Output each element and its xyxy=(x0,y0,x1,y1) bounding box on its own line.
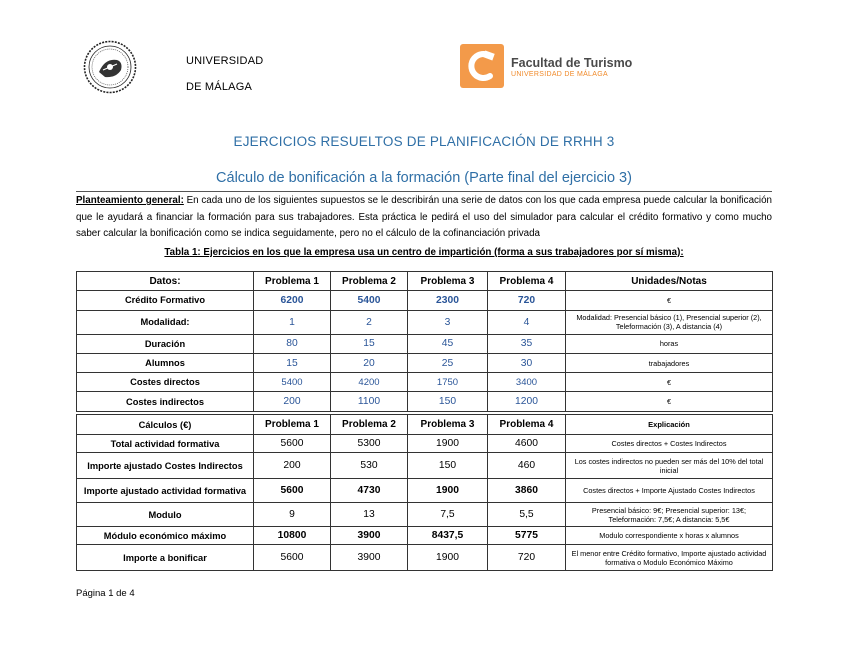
table-cell: 30 xyxy=(488,353,566,372)
table-row xyxy=(77,353,773,372)
note-cell: horas xyxy=(566,334,773,353)
table-cell: 4600 xyxy=(488,435,566,453)
table-cell: 2 xyxy=(331,310,408,334)
table-header-cell: Problema 4 xyxy=(488,272,566,291)
table-row xyxy=(77,392,773,411)
row-label: Alumnos xyxy=(77,353,254,372)
table-cell: 5600 xyxy=(254,479,331,503)
table-row xyxy=(77,373,773,392)
table-header-cell: Explicación xyxy=(566,415,773,435)
note-cell: Modulo correspondiente x horas x alumnos xyxy=(566,527,773,545)
table-cell: 10800 xyxy=(254,527,331,545)
table-header-row xyxy=(77,415,773,435)
table-cell: 5600 xyxy=(254,435,331,453)
table-row xyxy=(77,435,773,453)
table-header-cell: Problema 2 xyxy=(331,415,408,435)
note-cell: Los costes indirectos no pueden ser más del 10% del total inicial xyxy=(566,453,773,479)
intro-paragraph xyxy=(76,193,772,243)
title-divider xyxy=(76,191,772,192)
table-cell: 150 xyxy=(408,392,488,411)
row-label: Costes indirectos xyxy=(77,392,254,411)
table-cell: 35 xyxy=(488,334,566,353)
table-row xyxy=(77,503,773,527)
table-cell: 460 xyxy=(488,453,566,479)
table-header-cell: Datos: xyxy=(77,272,254,291)
table-header-row xyxy=(77,272,773,291)
table-cell: 4200 xyxy=(331,373,408,392)
row-label: Duración xyxy=(77,334,254,353)
intro-label: Planteamiento general: xyxy=(76,195,184,206)
table-cell: 3900 xyxy=(331,527,408,545)
page-number: Página 1 de 4 xyxy=(76,588,135,599)
table-cell: 5775 xyxy=(488,527,566,545)
table-cell: 3400 xyxy=(488,373,566,392)
table-header-cell: Cálculos (€) xyxy=(77,415,254,435)
table-cell: 15 xyxy=(331,334,408,353)
table-cell: 1900 xyxy=(408,479,488,503)
table-cell: 1900 xyxy=(408,435,488,453)
table-cell: 2300 xyxy=(408,291,488,310)
table-header-cell: Unidades/Notas xyxy=(566,272,773,291)
faculty-logo-icon xyxy=(460,44,504,88)
table-row xyxy=(77,310,773,334)
table-cell: 720 xyxy=(488,545,566,571)
row-label: Costes directos xyxy=(77,373,254,392)
table-cell: 15 xyxy=(254,353,331,372)
table-cell: 1900 xyxy=(408,545,488,571)
row-label: Modalidad: xyxy=(77,310,254,334)
table-cell: 1750 xyxy=(408,373,488,392)
note-cell: € xyxy=(566,392,773,411)
table-cell: 4730 xyxy=(331,479,408,503)
table-header-cell: Problema 3 xyxy=(408,272,488,291)
table-cell: 7,5 xyxy=(408,503,488,527)
table-row xyxy=(77,453,773,479)
university-name-line1: UNIVERSIDAD xyxy=(186,55,264,67)
table-cell: 9 xyxy=(254,503,331,527)
note-cell: € xyxy=(566,291,773,310)
calculations-table xyxy=(76,414,773,571)
table-cell: 200 xyxy=(254,453,331,479)
university-seal-icon xyxy=(83,40,137,94)
row-label: Modulo xyxy=(77,503,254,527)
table-header-cell: Problema 1 xyxy=(254,272,331,291)
table1-caption: Tabla 1: Ejercicios en los que la empresa usa un centro de impartición (forma a sus trabajadores por sí misma): xyxy=(164,247,684,258)
table-cell: 150 xyxy=(408,453,488,479)
table-cell: 200 xyxy=(254,392,331,411)
table-cell: 1 xyxy=(254,310,331,334)
faculty-name: Facultad de Turismo xyxy=(511,56,633,70)
row-label: Importe ajustado actividad formativa xyxy=(77,479,254,503)
table-cell: 5300 xyxy=(331,435,408,453)
table-cell: 3 xyxy=(408,310,488,334)
table-header-cell: Problema 1 xyxy=(254,415,331,435)
table-header-cell: Problema 2 xyxy=(331,272,408,291)
document-title: EJERCICIOS RESUELTOS DE PLANIFICACIÓN DE RRHH 3 xyxy=(233,134,615,149)
table-cell: 4 xyxy=(488,310,566,334)
intro-text: En cada uno de los siguientes supuestos se le describirán una serie de datos con los que cada empresa puede calcular la bonificación que le ayudará a financiar la formación para sus trabajadores. Esta práctica le pedirá el uso del simulador para calcular el crédito formativo y como mucho saber calcular la bonificación como se indica seguidamente, pero no el cálculo de la cofinanciación privada xyxy=(76,195,772,239)
note-cell: Costes directos + Importe Ajustado Costes Indirectos xyxy=(566,479,773,503)
note-cell: El menor entre Crédito formativo, Importe ajustado actividad formativa o Modulo Económico Máximo xyxy=(566,545,773,571)
document-subtitle: Cálculo de bonificación a la formación (Parte final del ejercicio 3) xyxy=(216,170,632,186)
table-cell: 8437,5 xyxy=(408,527,488,545)
table-cell: 20 xyxy=(331,353,408,372)
note-cell: trabajadores xyxy=(566,353,773,372)
row-label: Crédito Formativo xyxy=(77,291,254,310)
university-name-line2: DE MÁLAGA xyxy=(186,81,252,93)
table-cell: 80 xyxy=(254,334,331,353)
faculty-subtitle: UNIVERSIDAD DE MÁLAGA xyxy=(511,71,608,78)
table-cell: 5600 xyxy=(254,545,331,571)
note-cell: Modalidad: Presencial básico (1), Presencial superior (2), Teleformación (3), A distancia (4) xyxy=(566,310,773,334)
row-label: Total actividad formativa xyxy=(77,435,254,453)
table-cell: 1100 xyxy=(331,392,408,411)
table-row xyxy=(77,334,773,353)
row-label: Importe ajustado Costes Indirectos xyxy=(77,453,254,479)
row-label: Importe a bonificar xyxy=(77,545,254,571)
table-cell: 5400 xyxy=(331,291,408,310)
table-cell: 6200 xyxy=(254,291,331,310)
table-header-cell: Problema 3 xyxy=(408,415,488,435)
table-cell: 1200 xyxy=(488,392,566,411)
table-cell: 45 xyxy=(408,334,488,353)
table-cell: 530 xyxy=(331,453,408,479)
data-table xyxy=(76,271,773,412)
table-cell: 3900 xyxy=(331,545,408,571)
table-row xyxy=(77,527,773,545)
table-row xyxy=(77,545,773,571)
note-cell: € xyxy=(566,373,773,392)
note-cell: Presencial básico: 9€; Presencial superior: 13€; Teleformación: 7,5€; A distancia: 5,5€ xyxy=(566,503,773,527)
table-cell: 720 xyxy=(488,291,566,310)
table-cell: 3860 xyxy=(488,479,566,503)
row-label: Módulo económico máximo xyxy=(77,527,254,545)
table-row xyxy=(77,479,773,503)
table-row xyxy=(77,291,773,310)
note-cell: Costes directos + Costes Indirectos xyxy=(566,435,773,453)
table-cell: 13 xyxy=(331,503,408,527)
table-cell: 25 xyxy=(408,353,488,372)
table-cell: 5,5 xyxy=(488,503,566,527)
table-cell: 5400 xyxy=(254,373,331,392)
table-header-cell: Problema 4 xyxy=(488,415,566,435)
